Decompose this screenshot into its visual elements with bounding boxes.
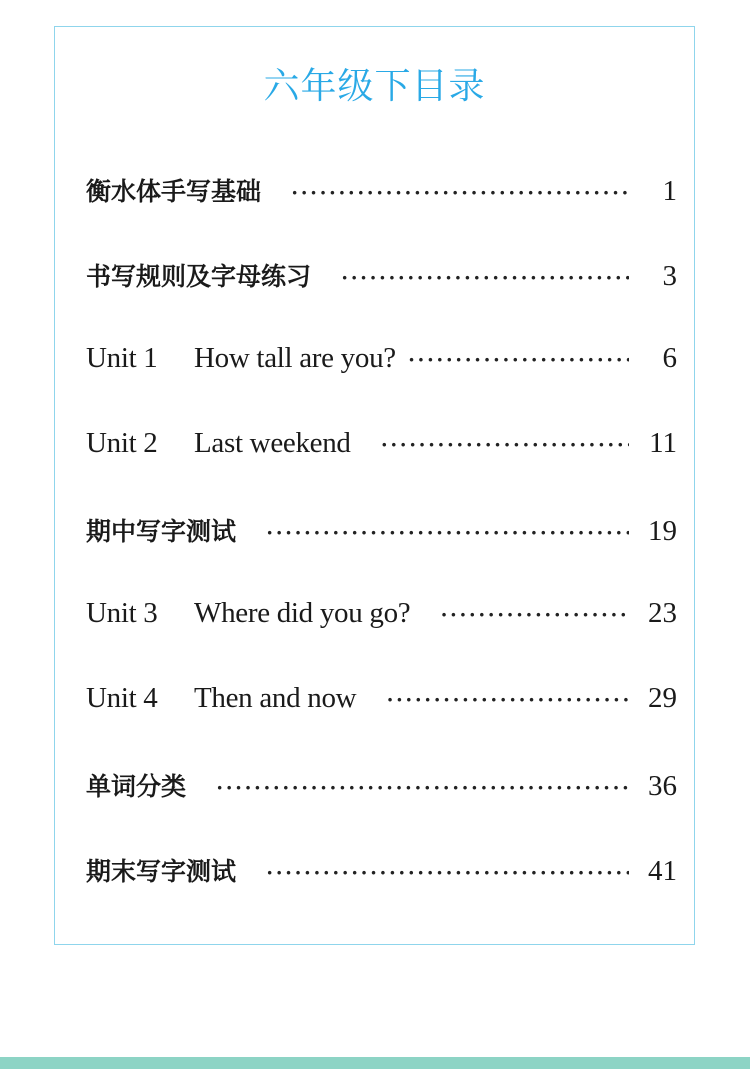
dot-leader: [440, 602, 629, 628]
dot-leader: [266, 520, 629, 546]
unit-label: Unit 2: [86, 427, 158, 459]
dot-leader: [408, 347, 629, 373]
toc-title: 六年级下目录: [263, 66, 486, 107]
unit-label: Unit 3: [86, 597, 158, 629]
page-number: 41: [648, 855, 677, 887]
dot-leader: [341, 265, 629, 291]
toc-entry[interactable]: [86, 852, 677, 937]
entry-title: 期末写字测试: [86, 857, 237, 886]
page-number: 19: [648, 515, 677, 547]
dot-leader: [216, 775, 629, 801]
bottom-band: [0, 1057, 750, 1069]
page-number: 23: [648, 597, 677, 629]
unit-label: Unit 1: [86, 342, 158, 374]
page-number: 6: [662, 342, 677, 374]
toc-entry[interactable]: [86, 257, 677, 342]
toc-entry[interactable]: [86, 172, 677, 257]
entry-title: 单词分类: [86, 772, 187, 801]
page-number: 29: [648, 682, 677, 714]
toc-entry[interactable]: [86, 427, 677, 512]
toc-entry[interactable]: [86, 512, 677, 597]
entry-title: Last weekend: [194, 427, 351, 459]
entry-title: How tall are you?: [194, 342, 396, 374]
page-number: 1: [662, 175, 677, 207]
toc-frame: [54, 26, 695, 945]
entry-title: Then and now: [194, 682, 357, 714]
dot-leader: [381, 432, 629, 458]
unit-label: Unit 4: [86, 682, 158, 714]
entry-title: 衡水体手写基础: [86, 177, 262, 206]
page-number: 36: [648, 770, 677, 802]
toc-entry[interactable]: [86, 597, 677, 682]
toc-entry[interactable]: [86, 682, 677, 767]
entry-title: Where did you go?: [194, 597, 411, 629]
page-number: 3: [662, 260, 677, 292]
entry-title: 期中写字测试: [86, 517, 237, 546]
entry-title: 书写规则及字母练习: [86, 262, 312, 291]
page-number: 11: [649, 427, 677, 459]
toc-list: [86, 172, 677, 937]
dot-leader: [291, 180, 629, 206]
toc-entry[interactable]: [86, 342, 677, 427]
dot-leader: [266, 860, 629, 886]
toc-entry[interactable]: [86, 767, 677, 852]
dot-leader: [386, 687, 629, 713]
